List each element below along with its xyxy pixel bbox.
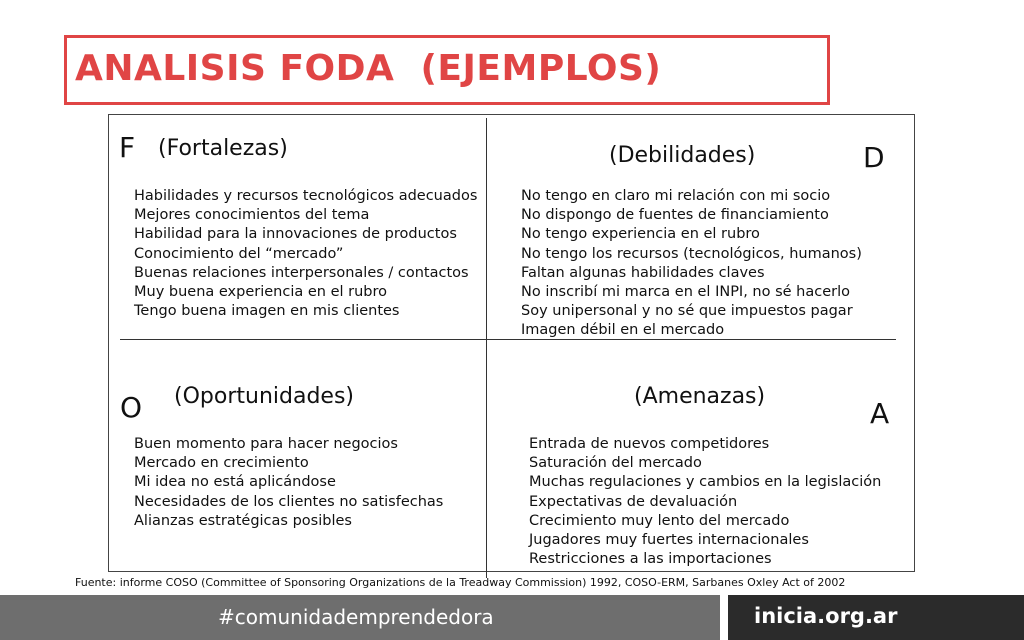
- debilidades-list: [521, 187, 862, 341]
- footer-hashtag-bar: [0, 595, 720, 640]
- amenazas-letter: A: [870, 397, 890, 430]
- debilidades-item: Imagen débil en el mercado: [521, 322, 725, 339]
- fortalezas-item: Conocimiento del “mercado”: [134, 245, 344, 262]
- debilidades-heading: (Debilidades): [609, 143, 756, 168]
- amenazas-item: Saturación del mercado: [529, 455, 702, 472]
- oportunidades-item: Buen momento para hacer negocios: [134, 436, 398, 452]
- oportunidades-item: Alianzas estratégicas posibles: [134, 512, 352, 529]
- amenazas-item: Restricciones a las importaciones: [529, 551, 772, 568]
- footer-site: inicia.org.ar: [754, 604, 898, 628]
- debilidades-item: Soy unipersonal y no sé que impuestos pagar: [521, 303, 853, 320]
- oportunidades-item: Necesidades de los clientes no satisfechas: [134, 493, 444, 510]
- debilidades-item: No dispongo de fuentes de financiamiento: [521, 207, 829, 224]
- fortalezas-list: [134, 187, 477, 321]
- fortalezas-item: Habilidades y recursos tecnológicos adecuados: [134, 188, 478, 204]
- source-citation: Fuente: informe COSO (Committee of Sponsoring Organizations de la Treadway Commission) 1992, COSO-ERM, Sarbanes Oxley Act of 2002: [75, 576, 846, 589]
- slide-title: ANALISIS FODA (EJEMPLOS): [75, 48, 662, 89]
- fortalezas-heading: (Fortalezas): [158, 136, 288, 161]
- fortalezas-letter: F: [119, 131, 136, 164]
- amenazas-item: Entrada de nuevos competidores: [529, 436, 770, 452]
- oportunidades-item: Mercado en crecimiento: [134, 455, 309, 472]
- fortalezas-item: Buenas relaciones interpersonales / contactos: [134, 264, 469, 281]
- amenazas-item: Expectativas de devaluación: [529, 493, 738, 510]
- footer-site-bar: [728, 595, 1024, 640]
- amenazas-item: Jugadores muy fuertes internacionales: [529, 532, 809, 549]
- amenazas-list: [529, 435, 881, 569]
- fortalezas-item: Tengo buena imagen en mis clientes: [134, 303, 400, 320]
- oportunidades-item: Mi idea no está aplicándose: [134, 474, 336, 491]
- debilidades-letter: D: [863, 141, 885, 174]
- fortalezas-item: Muy buena experiencia en el rubro: [134, 284, 388, 301]
- debilidades-item: No tengo experiencia en el rubro: [521, 226, 760, 243]
- matrix-vertical-divider: [486, 118, 487, 578]
- title-box: [64, 35, 830, 105]
- footer-hashtag: #comunidademprendedora: [218, 605, 494, 629]
- amenazas-heading: (Amenazas): [634, 384, 766, 409]
- oportunidades-list: [134, 435, 443, 531]
- oportunidades-letter: O: [120, 391, 143, 424]
- debilidades-item: No inscribí mi marca en el INPI, no sé hacerlo: [521, 284, 851, 301]
- fortalezas-item: Mejores conocimientos del tema: [134, 207, 370, 224]
- amenazas-item: Crecimiento muy lento del mercado: [529, 512, 790, 529]
- fortalezas-item: Habilidad para la innovaciones de productos: [134, 226, 457, 243]
- oportunidades-heading: (Oportunidades): [174, 384, 354, 409]
- debilidades-item: No tengo los recursos (tecnológicos, humanos): [521, 245, 862, 262]
- debilidades-item: No tengo en claro mi relación con mi socio: [521, 188, 831, 204]
- debilidades-item: Faltan algunas habilidades claves: [521, 264, 765, 281]
- amenazas-item: Muchas regulaciones y cambios en la legislación: [529, 474, 882, 491]
